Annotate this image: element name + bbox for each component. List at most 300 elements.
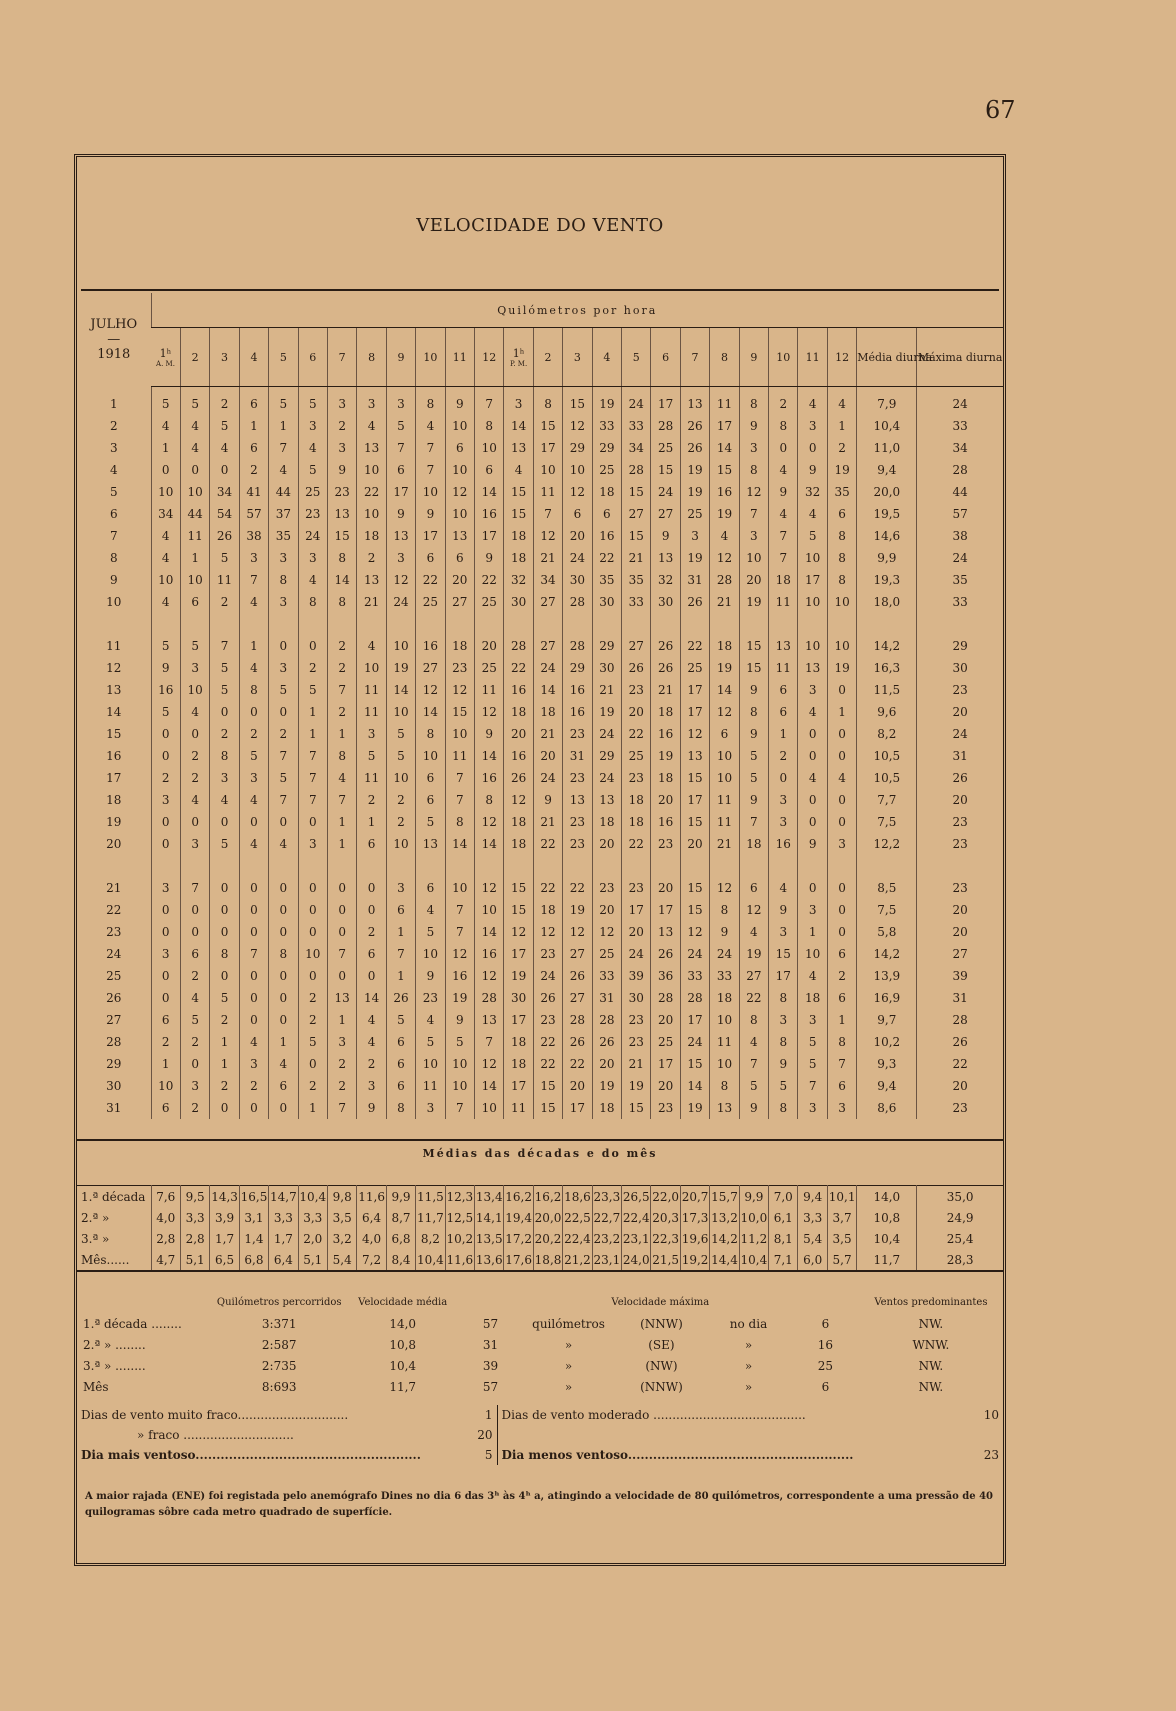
mean-cell: 13,5 [475,1228,504,1249]
table-cell: 0 [827,921,856,943]
mean-cell: 11,7 [857,1249,917,1271]
table-cell: 8 [739,459,768,481]
mean-cell: 2,8 [180,1228,209,1249]
table-cell: 20 [917,921,1003,943]
hour-pm-9-label: 9 [750,350,758,364]
mean-cell: 4,7 [151,1249,180,1271]
table-cell: 7,9 [857,387,917,416]
table-cell: 0 [210,701,239,723]
table-row [77,679,1003,701]
table-cell: 5 [269,679,298,701]
summary-dir: (NNW) [640,1316,683,1331]
hour-am-11-label: 11 [452,350,467,364]
table-cell: 6 [180,943,209,965]
summary-vmax: 39 [482,1358,499,1373]
table-cell: 18 [592,811,621,833]
table-cell: 4 [180,789,209,811]
table-cell: 0 [827,723,856,745]
table-cell: 27 [563,987,592,1009]
table-cell: 7 [533,503,562,525]
table-cell: 0 [269,1097,298,1119]
table-cell: 29 [563,657,592,679]
table-cell: 10 [180,679,209,701]
table-cell: 10 [798,547,827,569]
day-cell: 20 [106,837,122,851]
table-cell: 19 [680,459,709,481]
table-cell: 20 [622,701,651,723]
table-cell: 23 [445,657,474,679]
table-cell: 5 [739,1075,768,1097]
summary-label: 2.ª » ........ [83,1337,146,1352]
table-cell: 6 [710,723,739,745]
table-cell: 20 [651,1009,680,1031]
table-cell: 34 [917,437,1003,459]
table-cell: 17 [710,415,739,437]
hour-am-7 [327,328,356,387]
table-cell: 25 [592,459,621,481]
table-cell: 19 [739,943,768,965]
mean-cell: 6,4 [357,1207,386,1228]
hour-pm-7 [680,328,709,387]
table-cell: 5 [298,459,327,481]
hour-pm-7-label: 7 [691,350,699,364]
hour-pm-3 [563,328,592,387]
table-cell: 7 [269,745,298,767]
table-cell: 15 [710,459,739,481]
table-cell: 3 [386,547,415,569]
day-cell: 12 [106,661,122,675]
mean-cell: 8,2 [416,1228,445,1249]
month-label: JULHO [90,317,138,333]
table-cell: 7 [239,943,268,965]
table-row [77,1075,1003,1097]
table-cell: 0 [151,899,180,921]
table-cell: 0 [239,701,268,723]
table-cell: 10 [416,745,445,767]
daily-max-header-label: Máxima diurna [917,350,1003,364]
table-cell: 15 [622,481,651,503]
vel-header: Velocidade média [358,1297,448,1308]
table-cell: 7 [269,437,298,459]
table-cell: 26 [386,987,415,1009]
table-cell: 6 [416,767,445,789]
table-cell: 14 [533,679,562,701]
table-cell: 3 [357,723,386,745]
table-cell: 28 [592,1009,621,1031]
table-cell: 30 [651,591,680,613]
table-cell: 20 [563,525,592,547]
table-cell: 31 [917,745,1003,767]
table-cell: 11 [710,1031,739,1053]
summary-wind: NW. [918,1379,944,1394]
summary-day: 6 [821,1379,830,1394]
table-cell: 17 [504,943,533,965]
daily-max-header [917,328,1003,387]
table-cell: 20 [651,1075,680,1097]
day-cell: 16 [106,749,122,763]
summary-day: 16 [817,1337,834,1352]
table-cell: 9 [710,921,739,943]
table-cell: 23 [651,833,680,855]
summary-km: 3:371 [261,1316,297,1331]
table-cell: 0 [210,899,239,921]
table-cell: 5 [210,679,239,701]
table-cell: 15 [622,1097,651,1119]
table-cell: 22 [533,833,562,855]
day-cell: 29 [106,1057,122,1071]
table-cell: 8,6 [857,1097,917,1119]
mean-cell: 10,0 [739,1207,768,1228]
table-cell: 3 [327,437,356,459]
table-cell: 23 [622,1009,651,1031]
table-cell: 35 [917,569,1003,591]
table-body [77,387,1003,1120]
table-cell: 20 [917,1075,1003,1097]
table-row [77,833,1003,855]
table-cell: 14 [504,415,533,437]
table-cell: 9 [327,459,356,481]
table-row [77,481,1003,503]
table-cell: 3 [298,833,327,855]
table-cell: 12 [739,899,768,921]
table-cell: 2 [298,987,327,1009]
least-windy-label: Dia menos ventoso...................................................... [497,1445,943,1465]
hour-pm-4 [592,328,621,387]
table-cell: 15 [651,459,680,481]
hour-am-6 [298,328,327,387]
table-cell: 21 [533,811,562,833]
table-cell: 14 [475,745,504,767]
table-cell: 7 [327,679,356,701]
table-cell: 16,9 [857,987,917,1009]
table-cell: 35 [269,525,298,547]
table-row [77,1097,1003,1119]
mean-cell: 3,9 [210,1207,239,1228]
table-cell: 4 [798,767,827,789]
hour-am-4-label: 4 [250,350,258,364]
hour-am-5-label: 5 [279,350,287,364]
table-cell: 1 [210,1053,239,1075]
mean-cell: 25,4 [917,1228,1003,1249]
mean-cell: 3,7 [827,1207,856,1228]
table-cell: 23 [327,481,356,503]
mean-cell: 22,0 [651,1186,680,1208]
table-cell: 25 [680,503,709,525]
table-cell: 2 [210,591,239,613]
table-cell: 33 [680,965,709,987]
table-cell: 37 [269,503,298,525]
mean-cell: 24,9 [917,1207,1003,1228]
table-cell: 5 [210,987,239,1009]
table-cell: 3 [151,943,180,965]
table-cell: 24 [533,767,562,789]
mean-cell: 5,1 [298,1249,327,1271]
day-cell: 6 [109,507,118,521]
table-cell: 57 [239,503,268,525]
table-cell: 10 [180,481,209,503]
table-cell: 10 [710,1053,739,1075]
table-cell: 23 [622,767,651,789]
means-title: Médias das décadas e do mês [77,1139,1003,1187]
table-cell: 10,5 [857,745,917,767]
hour-am-1-period: A. M. [156,359,175,368]
mean-cell: 23,1 [592,1249,621,1271]
table-cell: 2 [327,657,356,679]
table-cell: 17 [680,679,709,701]
table-cell: 3 [239,547,268,569]
table-cell: 32 [651,569,680,591]
hour-am-3 [210,328,239,387]
mean-cell: 11,2 [739,1228,768,1249]
table-cell: 12 [710,701,739,723]
table-cell: 13 [386,525,415,547]
daily-mean-header-label: Média diurna [857,350,933,364]
table-cell: 24 [917,387,1003,416]
table-cell: 18 [739,833,768,855]
table-cell: 16 [151,679,180,701]
table-cell: 1 [357,811,386,833]
summary-row [77,1355,1003,1376]
table-cell: 8,5 [857,877,917,899]
table-cell: 3 [151,789,180,811]
table-cell: 7 [739,811,768,833]
hour-pm-2-label: 2 [544,350,552,364]
table-cell: 35 [622,569,651,591]
mean-cell: 22,7 [592,1207,621,1228]
summary-km: 8:693 [261,1379,297,1394]
day-cell: 1 [109,396,118,411]
table-cell: 7 [739,1053,768,1075]
table-cell: 12 [416,679,445,701]
summary-day-lbl: no dia [729,1316,768,1331]
mean-cell: 11,5 [416,1186,445,1208]
mean-cell: 3,5 [827,1228,856,1249]
table-cell: 8 [533,387,562,416]
table-cell: 11,0 [857,437,917,459]
table-cell: 0 [151,833,180,855]
table-cell: 7,5 [857,811,917,833]
table-cell: 8 [769,1097,798,1119]
table-cell: 10 [180,569,209,591]
mean-cell: 5,7 [827,1249,856,1271]
table-cell: 10 [445,1053,474,1075]
table-cell: 19 [680,547,709,569]
table-cell: 2 [827,965,856,987]
mean-cell: 8,1 [769,1228,798,1249]
table-cell: 0 [269,635,298,657]
table-cell: 16 [416,635,445,657]
table-cell: 20 [592,833,621,855]
table-cell: 7 [445,921,474,943]
summary-vel: 14,0 [389,1316,417,1331]
table-cell: 16 [475,767,504,789]
mean-cell: 10,4 [739,1249,768,1271]
table-cell: 4 [798,503,827,525]
table-cell: 19 [592,387,621,416]
table-cell: 4 [239,833,268,855]
table-cell: 20 [917,899,1003,921]
table-cell: 39 [622,965,651,987]
table-cell: 10 [445,877,474,899]
table-cell: 9 [651,525,680,547]
table-cell: 57 [917,503,1003,525]
table-cell: 3 [769,811,798,833]
table-cell: 7 [269,789,298,811]
table-cell: 0 [798,811,827,833]
table-cell: 0 [298,635,327,657]
table-cell: 7 [739,503,768,525]
table-cell: 10 [827,591,856,613]
table-cell: 7 [445,789,474,811]
table-cell: 28 [475,987,504,1009]
table-cell: 22 [475,569,504,591]
table-cell: 4 [298,569,327,591]
period-label: 3.ª » [81,1231,110,1246]
weak-value: 20 [477,1428,493,1442]
hour-am-7-label: 7 [338,350,346,364]
table-cell: 17 [651,899,680,921]
table-cell: 11 [445,745,474,767]
table-cell: 18 [651,767,680,789]
table-cell: 26 [680,437,709,459]
mean-cell: 19,6 [680,1228,709,1249]
table-cell: 7 [327,1097,356,1119]
table-cell: 6 [416,877,445,899]
mean-cell: 19,4 [504,1207,533,1228]
month-header: JULHO — 1918 [90,317,138,363]
table-cell: 18 [622,789,651,811]
mean-cell: 10,4 [298,1186,327,1208]
table-cell: 6 [445,547,474,569]
table-cell: 34 [622,437,651,459]
table-cell: 0 [798,745,827,767]
table-cell: 2 [327,1053,356,1075]
hour-am-10-label: 10 [423,350,438,364]
day-cell: 15 [106,727,122,741]
table-cell: 10 [563,459,592,481]
table-cell: 18,0 [857,591,917,613]
table-cell: 3 [827,833,856,855]
table-cell: 18 [710,635,739,657]
table-cell: 6 [386,459,415,481]
hour-am-2-label: 2 [191,350,199,364]
table-cell: 31 [563,745,592,767]
table-cell: 23 [563,723,592,745]
weak-label: » fraco ............................. [137,1428,294,1442]
hour-am-2 [180,328,209,387]
summary-vel: 10,4 [389,1358,417,1373]
table-cell: 10 [445,723,474,745]
table-cell: 2 [386,789,415,811]
table-cell: 4 [269,833,298,855]
table-cell: 13 [563,789,592,811]
summary-header-row [77,1292,1003,1313]
table-cell: 0 [239,921,268,943]
table-cell: 27 [622,503,651,525]
table-cell: 10,5 [857,767,917,789]
table-cell: 15 [504,503,533,525]
table-cell: 0 [210,811,239,833]
mean-cell: 10,4 [857,1228,917,1249]
table-cell: 0 [151,965,180,987]
table-cell: 21 [533,723,562,745]
table-cell: 8 [416,387,445,416]
moderate-label: Dias de vento moderado ........................................ [497,1405,943,1425]
table-cell: 6 [827,503,856,525]
mean-cell: 11,7 [416,1207,445,1228]
table-cell: 29 [917,635,1003,657]
table-cell: 0 [269,987,298,1009]
table-row [77,745,1003,767]
table-cell: 16,3 [857,657,917,679]
table-cell: 2 [357,1053,386,1075]
table-cell: 10 [798,943,827,965]
table-cell: 1 [298,723,327,745]
mean-cell: 22,5 [563,1207,592,1228]
hour-am-3-label: 3 [221,350,229,364]
table-cell: 8 [739,701,768,723]
table-cell: 4 [710,525,739,547]
hour-pm-11 [798,328,827,387]
table-cell: 20 [592,899,621,921]
table-cell: 8 [769,987,798,1009]
table-cell: 11 [357,767,386,789]
table-cell: 6 [386,899,415,921]
table-cell: 8 [210,943,239,965]
table-cell: 25 [622,745,651,767]
table-cell: 3 [798,899,827,921]
table-cell: 21 [622,1053,651,1075]
mean-cell: 6,8 [239,1249,268,1271]
table-cell: 0 [769,767,798,789]
table-cell: 3 [239,1053,268,1075]
table-cell: 21 [592,679,621,701]
table-cell: 0 [151,723,180,745]
table-cell: 0 [180,1053,209,1075]
table-cell: 2 [827,437,856,459]
summary-row [77,1334,1003,1355]
table-cell: 9 [416,503,445,525]
hour-pm-10-label: 10 [776,350,791,364]
day-cell: 30 [106,1079,122,1093]
table-cell: 3 [769,1009,798,1031]
mean-cell: 1,4 [239,1228,268,1249]
table-cell: 13 [327,503,356,525]
table-cell: 4 [180,437,209,459]
table-cell: 6 [739,877,768,899]
table-cell: 0 [151,745,180,767]
table-cell: 26 [917,767,1003,789]
mean-cell: 15,7 [710,1186,739,1208]
summary-km: 2:735 [261,1358,297,1373]
table-cell: 20 [651,877,680,899]
table-cell: 1 [827,1009,856,1031]
table-cell: 7 [386,943,415,965]
table-cell: 19,3 [857,569,917,591]
table-cell: 2 [239,723,268,745]
table-cell: 8 [827,569,856,591]
table-row [77,921,1003,943]
table-cell: 3 [269,547,298,569]
table-cell: 5 [386,723,415,745]
table-cell: 16 [504,679,533,701]
table-row [77,723,1003,745]
table-cell: 34 [210,481,239,503]
mean-cell: 16,5 [239,1186,268,1208]
table-cell: 33 [917,415,1003,437]
table-cell: 25 [416,591,445,613]
table-cell: 2 [239,459,268,481]
